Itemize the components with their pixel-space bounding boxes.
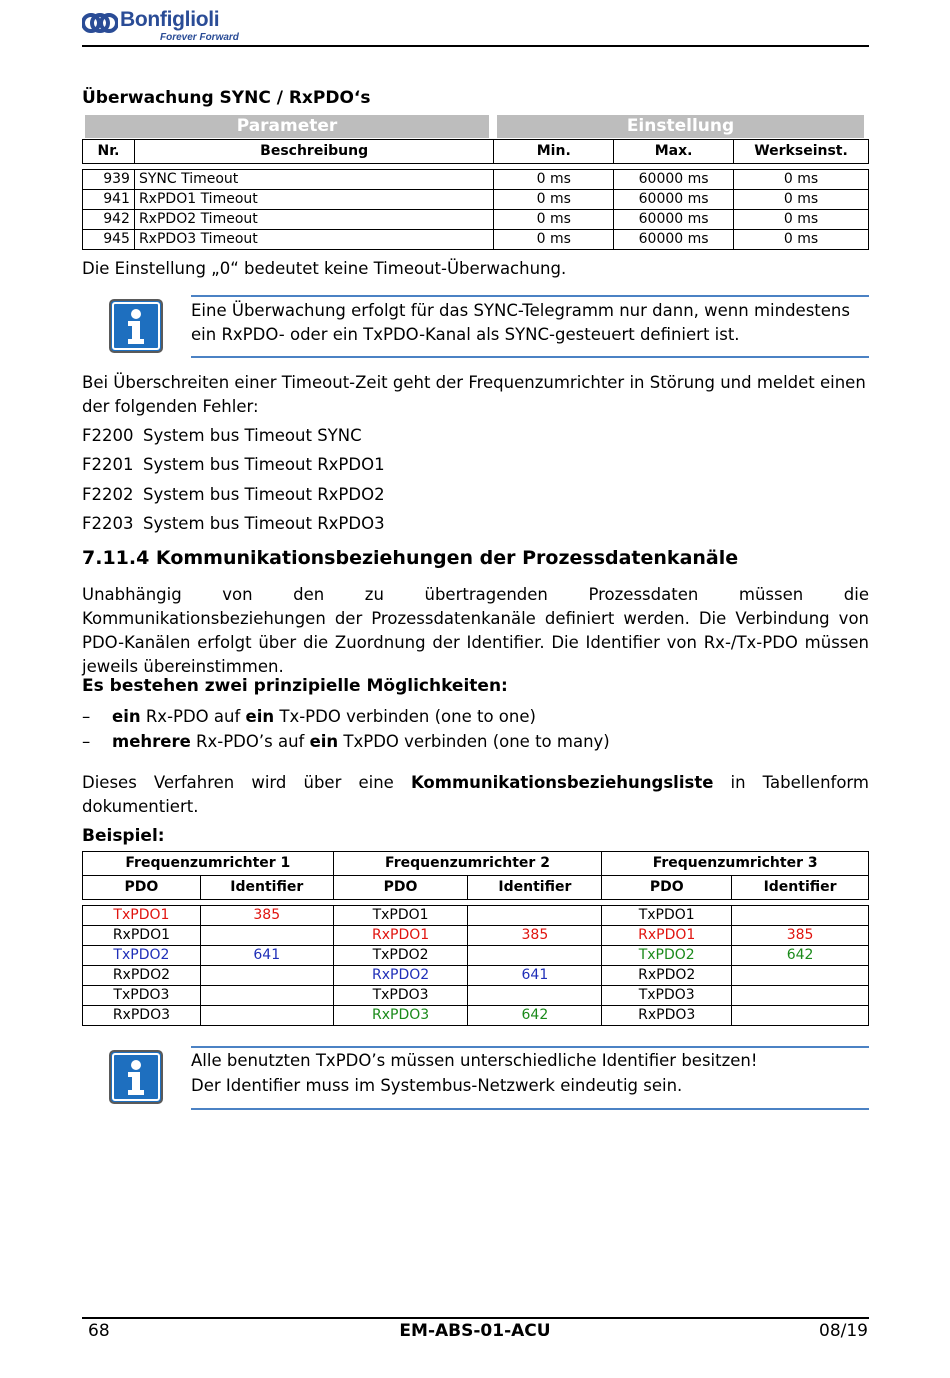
group-header: Frequenzumrichter 3 <box>602 852 869 876</box>
header-divider <box>82 45 869 47</box>
param-max: 60000 ms <box>614 190 734 210</box>
identifier-cell <box>732 966 869 986</box>
sync-parameter-table <box>82 139 869 250</box>
identifier-cell <box>732 986 869 1006</box>
document-date: 08/19 <box>819 1321 868 1341</box>
error-code: F2201 <box>82 455 134 474</box>
table-header-row <box>83 140 869 164</box>
pdo-cell: TxPDO1 <box>602 906 732 926</box>
option-text: Rx-PDO’s auf <box>190 732 310 751</box>
document-id: EM-ABS-01-ACU <box>399 1321 551 1341</box>
section-paragraph: Unabhängig von den zu übertragenden Prozessdaten müssen die Kommunikationsbeziehungen der Prozessdatenkanäle definiert werden. Die Verbindung von PDO-Kanälen erfolgt über die Zuordnung der Identifier. Die Identifier von Rx-/Tx-PDO müssen jeweils übereinstimmen. <box>82 585 869 676</box>
pdo-cell: RxPDO2 <box>83 966 201 986</box>
info-rule-top <box>191 1046 869 1048</box>
method-text: Dieses Verfahren wird über eine <box>82 773 411 792</box>
info2-line1: Alle benutzten TxPDO’s müssen unterschiedliche Identifier besitzen! <box>191 1051 758 1070</box>
param-description: SYNC Timeout <box>134 170 493 190</box>
param-description: RxPDO3 Timeout <box>134 230 493 250</box>
param-min: 0 ms <box>494 190 614 210</box>
col-header-pdo: PDO <box>83 876 201 900</box>
identifier-cell <box>468 906 602 926</box>
pdo-cell: TxPDO2 <box>333 946 468 966</box>
identifier-cell <box>200 926 333 946</box>
pdo-cell: TxPDO3 <box>333 986 468 1006</box>
param-nr: 939 <box>83 170 135 190</box>
bold-term: mehrere <box>112 732 191 751</box>
col-header-nr: Nr. <box>83 140 135 164</box>
identifier-cell <box>468 986 602 1006</box>
bold-term: ein <box>309 732 339 751</box>
error-text: System bus Timeout RxPDO3 <box>143 514 385 533</box>
info-rule-bottom <box>191 356 869 358</box>
info-icon <box>109 1050 163 1104</box>
error-code: F2200 <box>82 426 134 445</box>
param-description: RxPDO2 Timeout <box>134 210 493 230</box>
pdo-cell: RxPDO2 <box>333 966 468 986</box>
param-max: 60000 ms <box>614 170 734 190</box>
info-icon <box>109 299 163 353</box>
error-intro: Bei Überschreiten einer Timeout-Zeit geht der Frequenzumrichter in Störung und meldet einen der folgenden Fehler: <box>82 373 866 416</box>
col-header-pdo: PDO <box>333 876 468 900</box>
error-code: F2203 <box>82 514 134 533</box>
pdo-cell: RxPDO2 <box>602 966 732 986</box>
pdo-cell: RxPDO1 <box>602 926 732 946</box>
pdo-cell: RxPDO3 <box>83 1006 201 1026</box>
identifier-cell: 642 <box>468 1006 602 1026</box>
pdo-cell: TxPDO2 <box>83 946 201 966</box>
param-min: 0 ms <box>494 170 614 190</box>
identifier-cell: 641 <box>468 966 602 986</box>
communication-table <box>82 851 869 1026</box>
pdo-cell: RxPDO1 <box>83 926 201 946</box>
error-text: System bus Timeout RxPDO1 <box>143 455 385 474</box>
group-header-row <box>83 852 869 876</box>
error-code: F2202 <box>82 485 134 504</box>
identifier-cell <box>468 946 602 966</box>
brand-tagline: Forever Forward <box>160 32 239 43</box>
table-row <box>83 986 869 1006</box>
group-header: Frequenzumrichter 1 <box>83 852 334 876</box>
col-header-beschreibung: Beschreibung <box>134 140 493 164</box>
param-nr: 945 <box>83 230 135 250</box>
col-header-werkseinst: Werkseinst. <box>734 140 869 164</box>
identifier-cell <box>732 906 869 926</box>
table-row <box>83 210 869 230</box>
info2-line2: Der Identifier muss im Systembus-Netzwerk eindeutig sein. <box>191 1076 683 1095</box>
option-list-item <box>82 730 90 754</box>
param-default: 0 ms <box>734 170 869 190</box>
table-row <box>83 1006 869 1026</box>
col-header-pdo: PDO <box>602 876 732 900</box>
param-min: 0 ms <box>494 210 614 230</box>
group-header: Frequenzumrichter 2 <box>333 852 602 876</box>
brand-name: Bonfiglioli <box>120 8 220 31</box>
table-row <box>83 946 869 966</box>
col-header-identifier: Identifier <box>200 876 333 900</box>
pdo-cell: RxPDO1 <box>333 926 468 946</box>
error-text: System bus Timeout RxPDO2 <box>143 485 385 504</box>
logo-mark-icon <box>82 12 118 34</box>
timeout-note: Die Einstellung „0“ bedeutet keine Timeout-Überwachung. <box>82 259 567 278</box>
info-rule-top <box>191 295 869 297</box>
info-rule-bottom <box>191 1108 869 1110</box>
einstellung-band: Einstellung <box>497 115 864 138</box>
option-text: Tx-PDO verbinden (one to one) <box>274 707 536 726</box>
identifier-cell: 385 <box>732 926 869 946</box>
sub-header-row <box>83 876 869 900</box>
parameter-band: Parameter <box>85 115 489 138</box>
page-number: 68 <box>88 1321 110 1341</box>
error-text: System bus Timeout SYNC <box>143 426 362 445</box>
identifier-cell: 385 <box>468 926 602 946</box>
method-text: in Tabellenform dokumentiert. <box>82 773 869 816</box>
example-label: Beispiel: <box>82 826 165 846</box>
option-list-item <box>82 705 90 729</box>
bold-term: ein <box>245 707 275 726</box>
param-default: 0 ms <box>734 210 869 230</box>
table-row <box>83 230 869 250</box>
param-nr: 942 <box>83 210 135 230</box>
identifier-cell <box>732 1006 869 1026</box>
param-default: 0 ms <box>734 230 869 250</box>
pdo-cell: TxPDO3 <box>602 986 732 1006</box>
option-one-to-many <box>112 730 610 754</box>
col-header-min: Min. <box>494 140 614 164</box>
info1-line2: ein RxPDO- oder ein TxPDO-Kanal als SYNC-gesteuert definiert ist. <box>191 325 740 344</box>
bold-term: ein <box>112 707 141 726</box>
list-dash: – <box>82 707 91 726</box>
brand-logo <box>82 8 242 46</box>
identifier-cell: 642 <box>732 946 869 966</box>
pdo-cell: RxPDO3 <box>333 1006 468 1026</box>
pdo-cell: TxPDO1 <box>333 906 468 926</box>
list-dash: – <box>82 732 91 751</box>
table-row <box>83 966 869 986</box>
param-min: 0 ms <box>494 230 614 250</box>
method-paragraph <box>82 771 869 819</box>
pdo-cell: TxPDO2 <box>602 946 732 966</box>
pdo-cell: TxPDO3 <box>83 986 201 1006</box>
table-row <box>83 906 869 926</box>
identifier-cell <box>200 1006 333 1026</box>
table-row <box>83 926 869 946</box>
identifier-cell <box>200 966 333 986</box>
info1-line1: Eine Überwachung erfolgt für das SYNC-Telegramm nur dann, wenn mindestens <box>191 301 850 320</box>
method-term: Kommunikationsbeziehungsliste <box>410 773 714 792</box>
col-header-identifier: Identifier <box>732 876 869 900</box>
param-nr: 941 <box>83 190 135 210</box>
table-row <box>83 190 869 210</box>
options-heading: Es bestehen zwei prinzipielle Möglichkeiten: <box>82 676 508 696</box>
col-header-identifier: Identifier <box>468 876 602 900</box>
option-text: Rx-PDO auf <box>140 707 246 726</box>
option-one-to-one <box>112 705 536 729</box>
table-row <box>83 170 869 190</box>
param-description: RxPDO1 Timeout <box>134 190 493 210</box>
identifier-cell: 385 <box>200 906 333 926</box>
section-heading: 7.11.4 Kommunikationsbeziehungen der Prozessdatenkanäle <box>82 547 739 569</box>
option-text: TxPDO verbinden (one to many) <box>338 732 610 751</box>
footer-divider <box>82 1317 869 1319</box>
param-max: 60000 ms <box>614 210 734 230</box>
param-max: 60000 ms <box>614 230 734 250</box>
param-default: 0 ms <box>734 190 869 210</box>
identifier-cell: 641 <box>200 946 333 966</box>
sync-section-title: Überwachung SYNC / RxPDO‘s <box>82 88 371 108</box>
col-header-max: Max. <box>614 140 734 164</box>
pdo-cell: RxPDO3 <box>602 1006 732 1026</box>
pdo-cell: TxPDO1 <box>83 906 201 926</box>
identifier-cell <box>200 986 333 1006</box>
